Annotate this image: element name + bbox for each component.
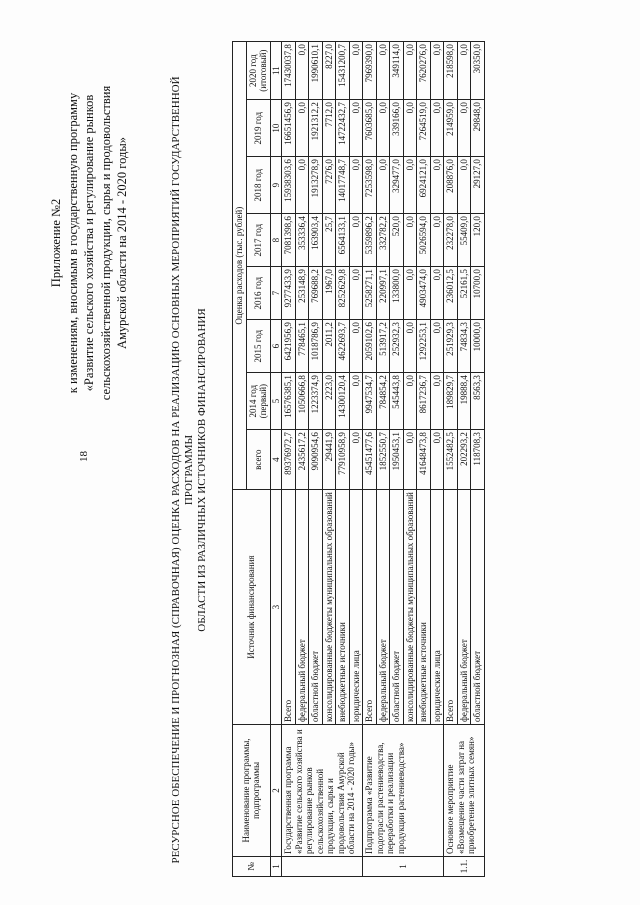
amount-cell: 7081398,6 — [282, 214, 296, 267]
amount-cell: 7712,0 — [322, 100, 336, 157]
amount-cell: 7969390,0 — [363, 42, 377, 100]
amount-cell: 0,0 — [403, 430, 417, 490]
amount-cell: 0,0 — [349, 157, 363, 214]
amount-cell: 8617236,7 — [417, 373, 431, 430]
funding-source: Всего — [363, 490, 377, 725]
amount-cell: 52161,5 — [457, 267, 471, 320]
column-number: 6 — [270, 320, 282, 373]
appendix-line: к изменениям, вносимым в государственную программу — [65, 92, 80, 394]
funding-source: консолидированные бюджеты муниципальных образований — [403, 490, 417, 725]
appendix-title: Приложение №2 — [49, 198, 63, 288]
amount-cell: 45451477,6 — [363, 430, 377, 490]
amount-cell: 0,0 — [403, 373, 417, 430]
header-source: Источник финансирования — [233, 490, 271, 725]
amount-cell: 1552482,5 — [444, 430, 458, 490]
amount-cell: 1292253,1 — [417, 320, 431, 373]
amount-cell: 0,0 — [349, 214, 363, 267]
funding-source: федеральный бюджет — [295, 490, 309, 725]
amount-cell: 0,0 — [349, 267, 363, 320]
amount-cell: 218598,0 — [444, 42, 458, 100]
column-number: 2 — [270, 725, 282, 857]
amount-cell: 41648473,8 — [417, 430, 431, 490]
amount-cell: 9277433,9 — [282, 267, 296, 320]
amount-cell: 0,0 — [403, 100, 417, 157]
amount-cell: 236012,5 — [444, 267, 458, 320]
header-year: 2020 год (итоговый) — [246, 42, 270, 100]
amount-cell: 9947534,7 — [363, 373, 377, 430]
amount-cell: 9090954,6 — [309, 430, 323, 490]
header-total: всего — [246, 430, 270, 490]
amount-cell: 0,0 — [349, 320, 363, 373]
amount-cell: 6421956,9 — [282, 320, 296, 373]
amount-cell: 7264519,0 — [417, 100, 431, 157]
amount-cell: 4903474,0 — [417, 267, 431, 320]
amount-cell: 1921312,2 — [309, 100, 323, 157]
amount-cell: 202293,2 — [457, 430, 471, 490]
amount-cell: 1967,0 — [322, 267, 336, 320]
amount-cell: 329477,0 — [390, 157, 404, 214]
amount-cell: 0,0 — [403, 267, 417, 320]
amount-cell: 10700,0 — [471, 267, 485, 320]
header-year: 2016 год — [246, 267, 270, 320]
amount-cell: 0,0 — [403, 320, 417, 373]
table-row — [444, 42, 458, 877]
funding-source: Всего — [282, 490, 296, 725]
row-number: 1.1. — [444, 857, 485, 877]
funding-source: областной бюджет — [471, 490, 485, 725]
column-number: 10 — [270, 100, 282, 157]
amount-cell: 29848,0 — [471, 100, 485, 157]
funding-source: федеральный бюджет — [457, 490, 471, 725]
amount-cell: 0,0 — [349, 373, 363, 430]
program-name: Подпрограмма «Развитие подотрасли растениеводства, переработки и реализации продукции растениеводства» — [363, 725, 444, 857]
amount-cell: 10000,0 — [471, 320, 485, 373]
amount-cell: 74834,3 — [457, 320, 471, 373]
amount-cell: 8227,0 — [322, 42, 336, 100]
row-number: 1 — [363, 857, 444, 877]
table-row — [363, 42, 377, 877]
amount-cell: 0,0 — [349, 42, 363, 100]
amount-cell: 252932,3 — [390, 320, 404, 373]
table-body — [282, 42, 485, 877]
funding-source: юридические лица — [349, 490, 363, 725]
amount-cell: 6564133,1 — [336, 214, 350, 267]
amount-cell: 0,0 — [430, 100, 444, 157]
amount-cell: 5359896,2 — [363, 214, 377, 267]
header-year: 2015 год — [246, 320, 270, 373]
amount-cell: 8252629,8 — [336, 267, 350, 320]
amount-cell: 0,0 — [457, 42, 471, 100]
amount-cell: 0,0 — [295, 157, 309, 214]
amount-cell: 4622693,7 — [336, 320, 350, 373]
row-number — [282, 857, 363, 877]
amount-cell: 19888,4 — [457, 373, 471, 430]
amount-cell: 0,0 — [430, 267, 444, 320]
program-name: Основное мероприятие «Возмещение части затрат на приобретение элитных семян» — [444, 725, 485, 857]
amount-cell: 0,0 — [457, 100, 471, 157]
program-name: Государственная программа «Развитие сельского хозяйства и регулирование рынков сельскохозяйственной продукции, сырья и продовольствия Амурской области на 2014 - 2020 годы» — [282, 725, 363, 857]
header-num: № — [233, 857, 271, 877]
amount-cell: 0,0 — [349, 100, 363, 157]
amount-cell: 14722432,7 — [336, 100, 350, 157]
amount-cell: 7620276,0 — [417, 42, 431, 100]
header-year: 2018 год — [246, 157, 270, 214]
column-number: 9 — [270, 157, 282, 214]
amount-cell: 77910958,9 — [336, 430, 350, 490]
amount-cell: 0,0 — [430, 430, 444, 490]
amount-cell: 7276,0 — [322, 157, 336, 214]
amount-cell: 0,0 — [376, 42, 390, 100]
header-row — [233, 42, 247, 877]
amount-cell: 214959,0 — [444, 100, 458, 157]
amount-cell: 29127,0 — [471, 157, 485, 214]
table-row — [282, 42, 296, 877]
page-number: 18 — [78, 451, 90, 462]
amount-cell: 14300120,4 — [336, 373, 350, 430]
amount-cell: 0,0 — [403, 157, 417, 214]
amount-cell: 520,0 — [390, 214, 404, 267]
amount-cell: 339166,0 — [390, 100, 404, 157]
amount-cell: 778465,1 — [295, 320, 309, 373]
amount-cell: 208876,0 — [444, 157, 458, 214]
amount-cell: 0,0 — [430, 373, 444, 430]
amount-cell: 17430037,8 — [282, 42, 296, 100]
amount-cell: 353336,4 — [295, 214, 309, 267]
appendix-line: Амурской области на 2014 - 2020 годы» — [115, 137, 129, 350]
amount-cell: 0,0 — [457, 157, 471, 214]
amount-cell: 16576385,1 — [282, 373, 296, 430]
amount-cell: 189829,7 — [444, 373, 458, 430]
amount-cell: 220997,1 — [376, 267, 390, 320]
amount-cell: 1223374,9 — [309, 373, 323, 430]
appendix-line: «Развитие сельского хозяйства и регулирование рынков — [82, 94, 96, 392]
amount-cell: 118708,3 — [471, 430, 485, 490]
amount-cell: 232278,0 — [444, 214, 458, 267]
amount-cell: 133800,0 — [390, 267, 404, 320]
title-line: ОБЛАСТИ ИЗ РАЗЛИЧНЫХ ИСТОЧНИКОВ ФИНАНСИРОВАНИЯ — [196, 308, 208, 632]
appendix-block — [48, 63, 131, 423]
amount-cell: 332782,2 — [376, 214, 390, 267]
amount-cell: 513917,2 — [376, 320, 390, 373]
funding-source: Всего — [444, 490, 458, 725]
amount-cell: 784854,2 — [376, 373, 390, 430]
column-number: 11 — [270, 42, 282, 100]
column-number: 3 — [270, 490, 282, 725]
header-name: Наименование программы, подпрограммы — [233, 725, 271, 857]
amount-cell: 0,0 — [430, 157, 444, 214]
amount-cell: 5258271,1 — [363, 267, 377, 320]
funding-source: областной бюджет — [309, 490, 323, 725]
column-number: 7 — [270, 267, 282, 320]
amount-cell: 1050666,8 — [295, 373, 309, 430]
amount-cell: 5026594,0 — [417, 214, 431, 267]
amount-cell: 2011,2 — [322, 320, 336, 373]
amount-cell: 349114,0 — [390, 42, 404, 100]
amount-cell: 7253598,0 — [363, 157, 377, 214]
amount-cell: 0,0 — [403, 214, 417, 267]
amount-cell: 0,0 — [376, 157, 390, 214]
amount-cell: 30350,0 — [471, 42, 485, 100]
finance-table — [232, 41, 485, 877]
amount-cell: 15431200,7 — [336, 42, 350, 100]
amount-cell: 55409,0 — [457, 214, 471, 267]
amount-cell: 29441,9 — [322, 430, 336, 490]
funding-source: консолидированные бюджеты муниципальных образований — [322, 490, 336, 725]
title-line: РЕСУРСНОЕ ОБЕСПЕЧЕНИЕ И ПРОГНОЗНАЯ (СПРАВОЧНАЯ) ОЦЕНКА РАСХОДОВ НА РЕАЛИЗАЦИЮ ОСНОВНЫХ МЕРОПРИЯТИЙ ГОСУДАРСТВЕННОЙ ПРОГРАММЫ — [170, 76, 195, 864]
amount-cell: 0,0 — [403, 42, 417, 100]
amount-cell: 1018786,9 — [309, 320, 323, 373]
amount-cell: 769688,2 — [309, 267, 323, 320]
column-number: 1 — [270, 857, 282, 877]
amount-cell: 251929,3 — [444, 320, 458, 373]
amount-cell: 0,0 — [430, 320, 444, 373]
funding-source: внебюджетные источники — [336, 490, 350, 725]
column-number: 5 — [270, 373, 282, 430]
amount-cell: 1990610,1 — [309, 42, 323, 100]
appendix-line: сельскохозяйственной продукции, сырья и продовольствия — [98, 85, 113, 401]
amount-cell: 1913278,9 — [309, 157, 323, 214]
amount-cell: 14017748,7 — [336, 157, 350, 214]
amount-cell: 120,0 — [471, 214, 485, 267]
amount-cell: 2059102,6 — [363, 320, 377, 373]
funding-source: областной бюджет — [390, 490, 404, 725]
amount-cell: 15938303,6 — [282, 157, 296, 214]
amount-cell: 545443,8 — [390, 373, 404, 430]
funding-source: внебюджетные источники — [417, 490, 431, 725]
amount-cell: 0,0 — [295, 100, 309, 157]
document-title — [170, 60, 209, 880]
header-year: 2017 год — [246, 214, 270, 267]
header-estimate: Оценка расходов (тыс. рублей) — [233, 42, 247, 490]
column-number: 8 — [270, 214, 282, 267]
amount-cell: 2223,0 — [322, 373, 336, 430]
amount-cell: 7603685,0 — [363, 100, 377, 157]
amount-cell: 1950453,1 — [390, 430, 404, 490]
amount-cell: 6924121,0 — [417, 157, 431, 214]
amount-cell: 8563,3 — [471, 373, 485, 430]
column-number-row — [270, 42, 282, 877]
header-year: 2014 год (первый) — [246, 373, 270, 430]
column-number: 4 — [270, 430, 282, 490]
amount-cell: 0,0 — [376, 100, 390, 157]
amount-cell: 0,0 — [430, 214, 444, 267]
amount-cell: 0,0 — [349, 430, 363, 490]
amount-cell: 0,0 — [295, 42, 309, 100]
amount-cell: 16651456,9 — [282, 100, 296, 157]
amount-cell: 0,0 — [430, 42, 444, 100]
amount-cell: 89376972,7 — [282, 430, 296, 490]
amount-cell: 163903,4 — [309, 214, 323, 267]
funding-source: федеральный бюджет — [376, 490, 390, 725]
header-year: 2019 год — [246, 100, 270, 157]
amount-cell: 25,7 — [322, 214, 336, 267]
amount-cell: 253148,9 — [295, 267, 309, 320]
amount-cell: 1852550,7 — [376, 430, 390, 490]
amount-cell: 2435617,2 — [295, 430, 309, 490]
funding-source: юридические лица — [430, 490, 444, 725]
